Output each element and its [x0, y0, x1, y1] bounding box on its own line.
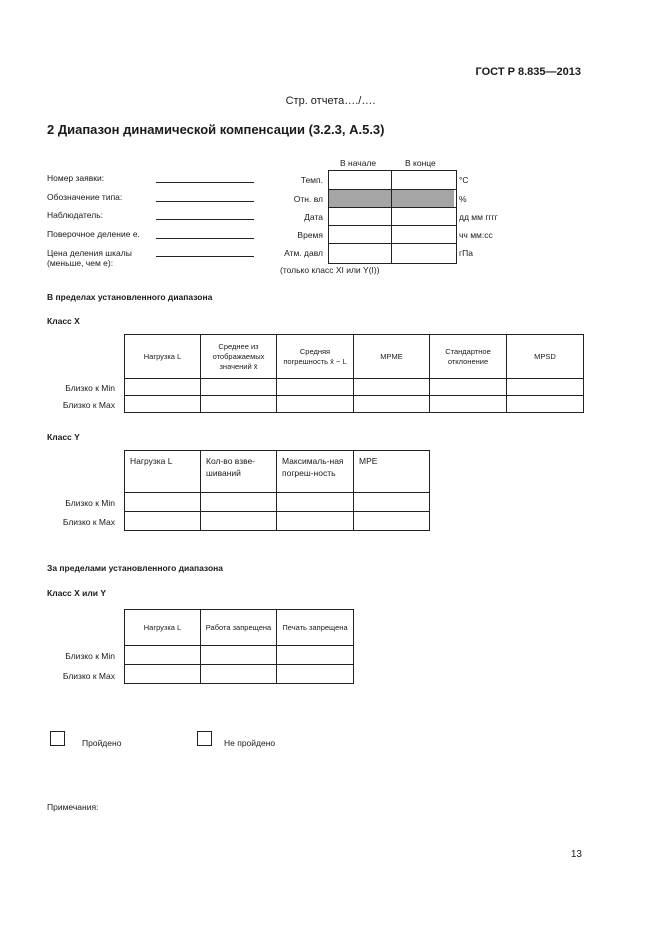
- table-cell[interactable]: [430, 396, 507, 413]
- table-cell[interactable]: [354, 493, 430, 512]
- table-cell[interactable]: [125, 396, 201, 413]
- table-cell[interactable]: [507, 379, 584, 396]
- table-cell[interactable]: [201, 379, 277, 396]
- conditions-unit-date: дд мм гггг: [459, 212, 498, 222]
- table-cell[interactable]: [277, 512, 354, 531]
- page-number: 13: [570, 849, 582, 860]
- table-cell[interactable]: [277, 396, 354, 413]
- field-label-verification-interval: Поверочное деление e.: [47, 229, 140, 239]
- class-xy-row-min: Близко к Min: [65, 651, 115, 661]
- conditions-grid-line-1: [328, 189, 456, 190]
- conditions-grid: [328, 170, 457, 264]
- class-xy-header-load: Нагрузка L: [125, 610, 201, 646]
- class-x-header-error: Средняя погрешность x̄ − L: [277, 335, 354, 379]
- class-y-table: [124, 450, 430, 531]
- outside-range-heading: За пределами установленного диапазона: [47, 563, 224, 573]
- failed-label: Не пройдено: [224, 738, 276, 748]
- class-y-header-mpe: MPE: [354, 451, 430, 493]
- class-xy-header-printing-blocked: Печать запрещена: [277, 610, 354, 646]
- table-cell[interactable]: [430, 379, 507, 396]
- table-cell[interactable]: [125, 379, 201, 396]
- section-title: 2 Диапазон динамической компенсации (3.2.3, А.5.3): [47, 122, 385, 137]
- notes-label: Примечания:: [47, 802, 99, 812]
- table-cell[interactable]: [125, 512, 201, 531]
- class-x-row-min: Близко к Min: [65, 383, 115, 393]
- class-xy-label: Класс X или Y: [47, 588, 107, 598]
- conditions-note: (только класс XI или Y(I)): [280, 265, 380, 275]
- passed-label: Пройдено: [82, 738, 122, 748]
- field-label-scale-interval: Цена деления шкалы: [47, 248, 132, 258]
- conditions-unit-temp: °C: [459, 175, 469, 185]
- conditions-label-time: Время: [297, 230, 323, 240]
- class-x-header-std: Стандартное отклонение: [430, 335, 507, 379]
- class-xy-table: [124, 609, 354, 684]
- field-line-application-number[interactable]: [156, 182, 254, 183]
- conditions-grid-line-3: [328, 225, 456, 226]
- conditions-grid-line-2: [328, 207, 456, 208]
- table-cell[interactable]: [507, 396, 584, 413]
- conditions-col-end: В конце: [405, 158, 436, 168]
- report-page-reference: Стр. отчета…./….: [285, 95, 376, 107]
- class-x-header-mean: Среднее из отображаемых значений x̄: [201, 335, 277, 379]
- class-y-label: Класс Y: [47, 432, 80, 442]
- conditions-label-pressure: Атм. давл: [284, 248, 323, 258]
- conditions-grid-divider: [391, 170, 392, 263]
- conditions-label-date: Дата: [304, 212, 323, 222]
- failed-checkbox[interactable]: [197, 731, 212, 746]
- conditions-unit-pressure: гПа: [459, 248, 473, 258]
- field-line-observer[interactable]: [156, 219, 254, 220]
- field-label-observer: Наблюдатель:: [47, 210, 103, 220]
- table-cell[interactable]: [354, 512, 430, 531]
- class-x-table: [124, 334, 584, 413]
- field-label-application-number: Номер заявки:: [47, 173, 105, 183]
- table-cell[interactable]: [277, 493, 354, 512]
- within-range-heading: В пределах установленного диапазона: [47, 292, 213, 302]
- conditions-col-start: В начале: [340, 158, 377, 168]
- table-cell[interactable]: [201, 512, 277, 531]
- conditions-unit-time: чч мм:сс: [459, 230, 493, 240]
- table-cell[interactable]: [277, 379, 354, 396]
- field-line-scale-interval[interactable]: [156, 256, 254, 257]
- standard-number: ГОСТ Р 8.835—2013: [475, 66, 581, 78]
- passed-checkbox[interactable]: [50, 731, 65, 746]
- class-x-header-mpsd: MPSD: [507, 335, 584, 379]
- table-cell[interactable]: [277, 646, 354, 665]
- class-y-row-max: Близко к Max: [62, 517, 115, 527]
- table-cell[interactable]: [125, 665, 201, 684]
- table-cell[interactable]: [201, 665, 277, 684]
- table-cell[interactable]: [201, 646, 277, 665]
- table-cell[interactable]: [125, 646, 201, 665]
- class-x-label: Класс X: [47, 316, 80, 326]
- field-line-verification-interval[interactable]: [156, 238, 254, 239]
- class-x-row-max: Близко к Max: [62, 400, 115, 410]
- table-cell[interactable]: [201, 396, 277, 413]
- class-y-header-count: Кол-во взве-шиваний: [201, 451, 277, 493]
- class-x-header-mpme: MPME: [354, 335, 430, 379]
- conditions-label-temp: Темп.: [300, 175, 323, 185]
- class-y-header-max-error: Максималь-ная погреш-ность: [277, 451, 354, 493]
- table-cell[interactable]: [354, 396, 430, 413]
- conditions-unit-humidity: %: [459, 194, 467, 204]
- class-x-header-load: Нагрузка L: [125, 335, 201, 379]
- class-y-row-min: Близко к Min: [65, 498, 115, 508]
- table-cell[interactable]: [125, 493, 201, 512]
- field-label-type-designation: Обозначение типа:: [47, 192, 123, 202]
- class-xy-header-operation-blocked: Работа запрещена: [201, 610, 277, 646]
- table-cell[interactable]: [201, 493, 277, 512]
- class-xy-row-max: Близко к Max: [62, 671, 115, 681]
- field-label-scale-interval-note: (меньше, чем e):: [47, 258, 114, 268]
- table-cell[interactable]: [354, 379, 430, 396]
- table-cell[interactable]: [277, 665, 354, 684]
- field-line-type-designation[interactable]: [156, 201, 254, 202]
- class-y-header-load: Нагрузка L: [125, 451, 201, 493]
- conditions-label-humidity: Отн. вл: [293, 194, 323, 204]
- conditions-grid-line-4: [328, 243, 456, 244]
